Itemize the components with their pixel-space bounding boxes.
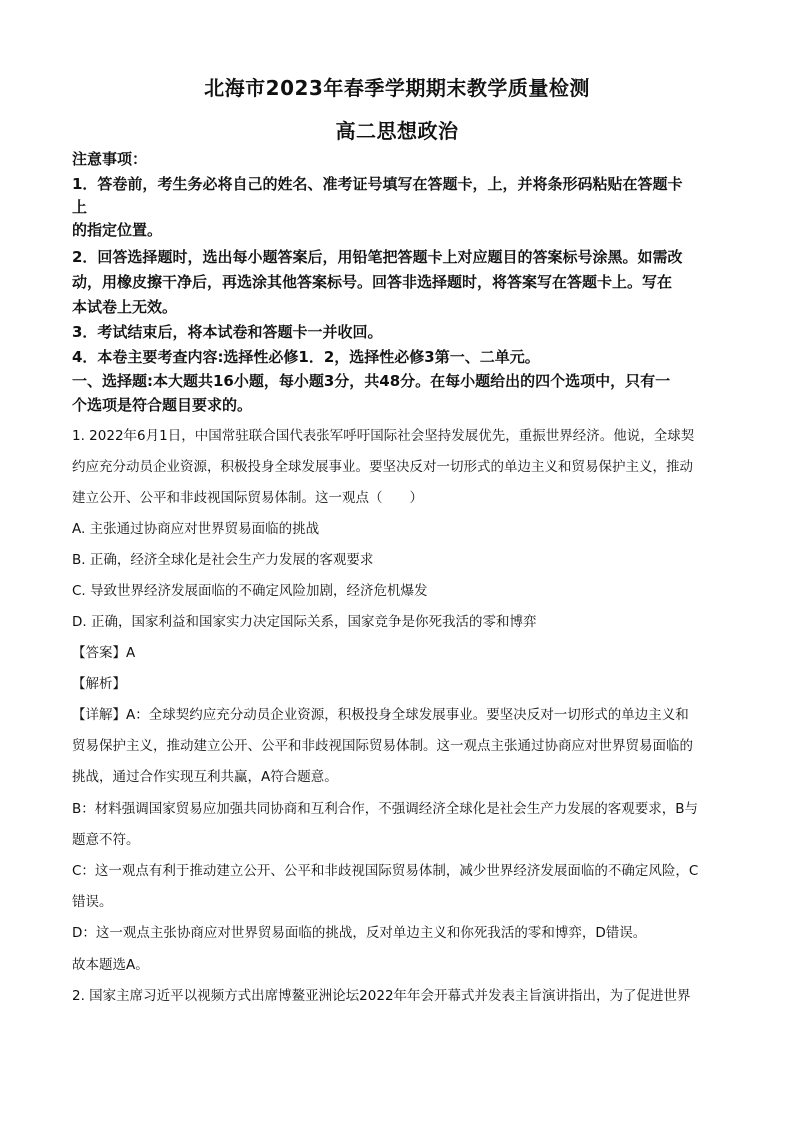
question-stem: 1. 2022年6月1日，中国常驻联合国代表张军呼吁国际社会坚持发展优先，重振世界经济。他说，全球契 [72,428,695,444]
answer-label: 【答案】A [72,645,136,661]
exam-title: 北海市2023年春季学期期末教学质量检测 [204,76,590,100]
question-stem: 约应充分动员企业资源，积极投身全球发展事业。要坚决反对一切形式的单边主义和贸易保护主义，推动 [72,459,693,475]
exam-subject: 高二思想政治 [335,119,459,143]
analysis-line: 故本题选A。 [72,957,149,973]
notice-line: 4．本卷主要考查内容:选择性必修1．2，选择性必修3第一、二单元。 [72,348,540,366]
notice-line: 2．回答选择题时，选出每小题答案后，用铅笔把答题卡上对应题目的答案标号涂黑。如需改 [72,248,683,266]
notice-line: 本试卷上无效。 [72,298,178,316]
analysis-label: 【解析】 [72,676,126,692]
analysis-line: 【详解】A：全球契约应充分动员企业资源，积极投身全球发展事业。要坚决反对一切形式的单边主义和 [72,707,689,723]
analysis-line: 挑战，通过合作实现互利共赢，A符合题意。 [72,769,338,785]
notice-heading: 注意事项： [72,150,148,168]
question-stem: 建立公开、公平和非歧视国际贸易体制。这一观点（ ） [72,490,423,506]
section-heading: 一、选择题:本大题共16小题，每小题3分，共48分。在每小题给出的四个选项中，只有一 [72,372,671,390]
analysis-line: 题意不符。 [72,832,140,848]
analysis-line: D：这一观点主张协商应对世界贸易面临的挑战，反对单边主义和你死我活的零和博弈，D错误。 [72,925,647,941]
section-heading: 个选项是符合题目要求的。 [72,396,253,414]
analysis-line: B：材料强调国家贸易应加强共同协商和互利合作，不强调经济全球化是社会生产力发展的客观要求，B与 [72,801,699,817]
notice-line: 1．答卷前，考生务必将自己的姓名、准考证号填写在答题卡，上，并将条形码粘贴在答题卡 [72,175,683,193]
notice-line: 的指定位置。 [72,221,163,239]
analysis-line: 错误。 [72,894,113,910]
notice-line: 3．考试结束后，将本试卷和答题卡一并收回。 [72,323,383,341]
analysis-line: C：这一观点有利于推动建立公开、公平和非歧视国际贸易体制，减少世界经济发展面临的不确定风险，C [72,863,699,879]
analysis-line: 贸易保护主义，推动建立公开、公平和非歧视国际贸易体制。这一观点主张通过协商应对世界贸易面临的 [72,738,693,754]
option-c: C. 导致世界经济发展面临的不确定风险加剧，经济危机爆发 [72,583,428,599]
notice-line: 动，用橡皮擦干净后，再选涂其他答案标号。回答非选择题时，将答案写在答题卡上。写在 [72,273,673,291]
notice-line: 上 [72,198,88,216]
question-stem: 2. 国家主席习近平以视频方式出席博鳌亚洲论坛2022年年会开幕式并发表主旨演讲指出，为了促进世界 [72,988,691,1004]
option-a: A. 主张通过协商应对世界贸易面临的挑战 [72,521,320,537]
option-b: B. 正确，经济全球化是社会生产力发展的客观要求 [72,552,374,568]
option-d: D. 正确，国家利益和国家实力决定国际关系，国家竞争是你死我活的零和博弈 [72,614,537,630]
